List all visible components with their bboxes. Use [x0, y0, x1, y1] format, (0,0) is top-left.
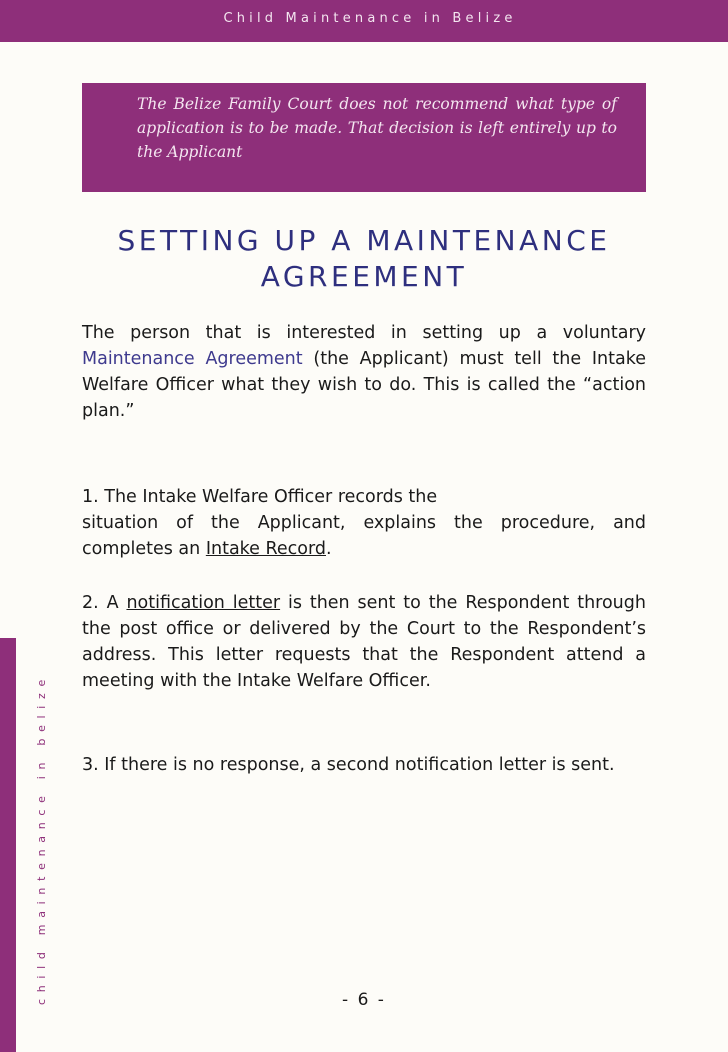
section-title	[82, 223, 646, 295]
step-2-start: 2. A	[82, 593, 119, 613]
intro-text-2: (the Applicant) must tell the Intake Welfare Officer what they wish to do. This is called the “action plan.”	[82, 349, 646, 421]
callout-box	[82, 83, 646, 192]
page-number: - 6 -	[342, 990, 386, 1010]
side-label: child maintenance in belize	[35, 673, 48, 1005]
section-title-line1: SETTING UP A MAINTENANCE	[117, 224, 611, 257]
step-2-paragraph	[82, 590, 646, 694]
maintenance-agreement-term: Maintenance Agreement	[82, 349, 303, 369]
step-1-paragraph	[82, 510, 646, 562]
step-1-text: situation of the Applicant, explains the procedure, and completes an	[82, 513, 646, 559]
notification-letter-link: notification letter	[126, 593, 281, 613]
step-1-heading: 1. The Intake Welfare Officer records the	[82, 487, 438, 507]
step-1-end: .	[325, 539, 332, 559]
header-title: Child Maintenance in Belize	[223, 11, 517, 26]
step-3-paragraph: 3. If there is no response, a second notification letter is sent.	[82, 755, 615, 775]
intro-paragraph	[82, 320, 646, 424]
intro-text-1: The person that is interested in setting up a voluntary	[82, 323, 646, 343]
intake-record-link: Intake Record	[205, 539, 326, 559]
step-2-text: is then sent to the Respondent through the post office or delivered by the Court to the Respondent’s address. This letter requests that the Respondent attend a meeting with the Intake Welfare Officer.	[82, 593, 646, 691]
header-bar	[0, 0, 728, 42]
callout-text: The Belize Family Court does not recommend what type of application is to be made. That decision is left entirely up to the Applicant	[137, 95, 617, 161]
section-title-line2: AGREEMENT	[260, 260, 468, 293]
